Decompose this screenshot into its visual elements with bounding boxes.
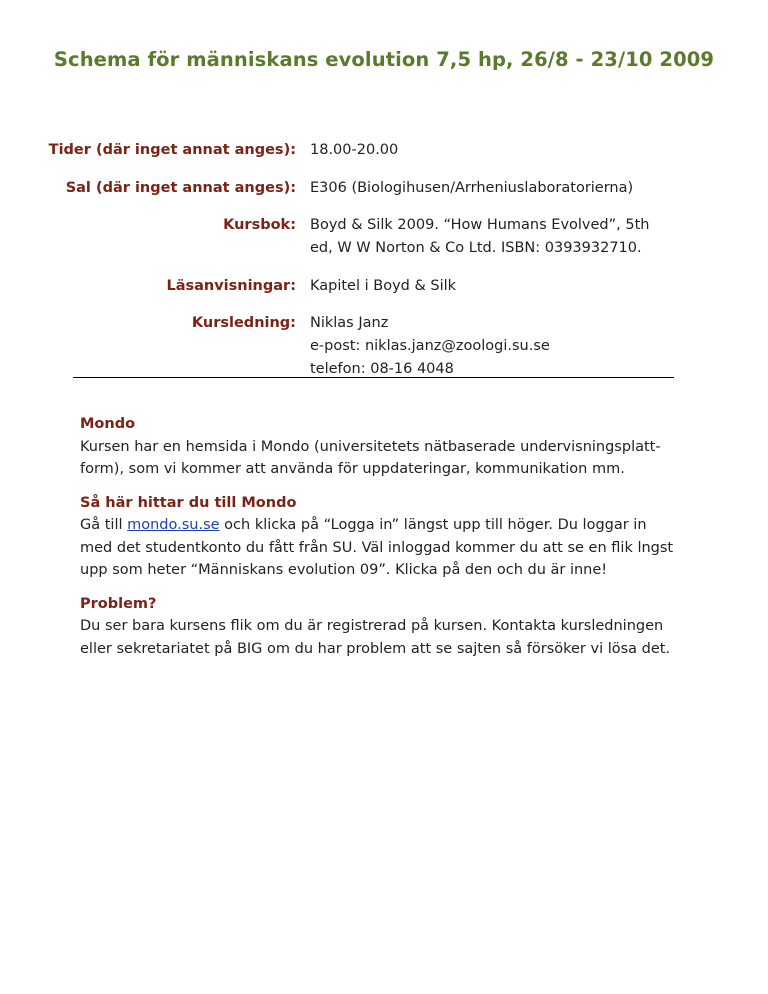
info-value-line: E306 (Biologihusen/Arrheniuslaboratorierna) xyxy=(310,179,634,196)
info-label: Läsanvisningar: xyxy=(166,277,296,294)
course-info xyxy=(0,139,768,396)
section-heading: Så här hittar du till Mondo xyxy=(80,494,297,511)
text-span: och klicka på “Logga in” längst upp till höger. Du loggar in xyxy=(219,517,647,533)
info-label: Sal (där inget annat anges): xyxy=(65,179,296,196)
info-value xyxy=(310,312,690,381)
divider xyxy=(73,377,674,378)
info-value xyxy=(310,214,690,260)
section-text xyxy=(80,615,680,660)
info-row-coursebook xyxy=(0,214,768,260)
paragraph-line: Du ser bara kursens flik om du är registrerad på kursen. Kontakta kursledningen xyxy=(80,618,664,634)
section-find-mondo xyxy=(80,492,680,582)
info-row-reading xyxy=(0,275,768,298)
info-value-line: Kapitel i Boyd & Silk xyxy=(310,277,457,294)
section-text xyxy=(80,514,680,582)
section-mondo xyxy=(80,413,680,481)
info-label: Kursbok: xyxy=(223,217,296,233)
section-heading: Problem? xyxy=(80,595,157,612)
section-text xyxy=(80,436,680,481)
info-value-line: Boyd & Silk 2009. “How Humans Evolved”, 5th xyxy=(310,217,650,233)
paragraph-line: med det studentkonto du fått från SU. Väl inloggad kommer du att se en flik lngst xyxy=(80,539,674,556)
info-label: Tider (där inget annat anges): xyxy=(48,142,296,158)
section-heading: Mondo xyxy=(80,416,136,432)
info-label: Kursledning: xyxy=(191,315,296,331)
section-problem xyxy=(80,593,680,661)
mondo-link[interactable]: mondo.su.se xyxy=(127,517,220,533)
info-value xyxy=(310,177,690,200)
paragraph-line xyxy=(80,514,680,537)
info-row-course-leader xyxy=(0,312,768,381)
info-value xyxy=(310,275,690,298)
info-value xyxy=(310,139,690,162)
paragraph-line: Kursen har en hemsida i Mondo (universitetets nätbaserade undervisningsplatt- xyxy=(80,438,661,455)
paragraph-line: eller sekretariatet på BIG om du har problem att se sajten så försöker vi lösa det. xyxy=(80,640,671,657)
info-value-line: Niklas Janz xyxy=(310,315,389,331)
info-row-room xyxy=(0,177,768,200)
info-value-line: telefon: 08-16 4048 xyxy=(310,361,454,377)
info-row-times xyxy=(0,139,768,162)
text-span: Gå till xyxy=(80,517,128,533)
info-value-line: ed, W W Norton & Co Ltd. ISBN: 0393932710. xyxy=(310,240,642,256)
course-description xyxy=(80,413,680,671)
page-title: Schema för människans evolution 7,5 hp, 26/8 - 23/10 2009 xyxy=(53,48,715,71)
paragraph-line: upp som heter “Människans evolution 09”. Klicka på den och du är inne! xyxy=(80,562,608,578)
paragraph-line: form), som vi kommer att använda för uppdateringar, kommunikation mm. xyxy=(80,461,625,477)
info-value-line: e-post: niklas.janz@zoologi.su.se xyxy=(310,338,550,354)
info-value-line: 18.00-20.00 xyxy=(310,142,399,158)
